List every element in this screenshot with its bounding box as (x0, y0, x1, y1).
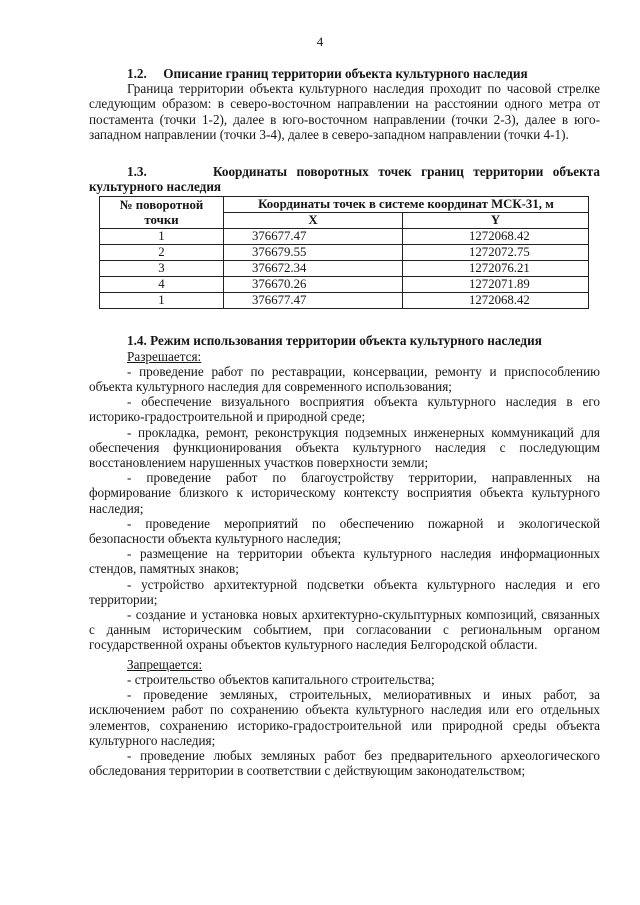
header-y: Y (403, 213, 589, 229)
forbidden-label: Запрещается: (127, 656, 203, 672)
x-cell: 376677.47 (224, 229, 403, 245)
allowed-item: - создание и установка новых архитектурно-скульптурных композиций, связанных с данным историческим событием, при согласовании с региональным органом государственной охраны объектов культурного наследия Белгородской области. (89, 607, 600, 653)
section-1-2-number: 1.2. (127, 66, 147, 81)
coordinates-table (99, 196, 589, 309)
forbidden-item: - проведение любых земляных работ без предварительного археологического обследования территории в соответствии с действующим законодательством; (89, 747, 600, 779)
point-number-cell: 4 (100, 277, 224, 293)
table-row (100, 229, 589, 245)
section-1-2-text: Граница территории объекта культурного наследия проходит по часовой стрелке следующим образом: в северо-восточном направлении на расстоянии одного метра от постамента (точки 1-2), далее в юго-восточном направлении (точки 2-3), далее в юго-западном направлении (точки 3-4), далее в северо-западном направлении (точки 4-1). (89, 81, 600, 142)
allowed-label: Разрешается: (127, 348, 202, 364)
section-1-4 (89, 333, 600, 778)
section-1-3 (89, 164, 600, 309)
point-number-cell: 2 (100, 245, 224, 261)
section-1-3-number: 1.3. (127, 164, 147, 180)
allowed-item: - проведение мероприятий по обеспечению пожарной и экологической безопасности объекта культурного наследия; (89, 515, 600, 547)
header-coordinates: Координаты точек в системе координат МСК-31, м (224, 197, 589, 213)
allowed-item: - прокладка, ремонт, реконструкция подземных инженерных коммуникаций для обеспечения функционирования объекта культурного наследия с последующим восстановлением нарушенных участков поверхности земли; (89, 424, 600, 471)
table-row (100, 277, 589, 293)
table-row (100, 261, 589, 277)
header-x: X (224, 213, 403, 229)
x-cell: 376677.47 (224, 293, 403, 309)
section-1-2-heading (89, 66, 600, 81)
section-1-3-heading (89, 164, 600, 194)
forbidden-item: - строительство объектов капитального строительства; (127, 671, 435, 687)
forbidden-item: - проведение земляных, строительных, мелиоративных и иных работ, за исключением работ по сохранению объекта культурного наследия или его отдельных элементов, сохранению историко-градостроительной или природной среды объекта культурного наследия; (89, 687, 600, 748)
allowed-item: - проведение работ по реставрации, консервации, ремонту и приспособлению объекта культурного наследия для современного использования; (89, 363, 600, 395)
point-number-cell: 3 (100, 261, 224, 277)
y-cell: 1272071.89 (403, 277, 589, 293)
document-body (89, 66, 600, 778)
allowed-item: - размещение на территории объекта культурного наследия информационных стендов, памятных знаков; (89, 546, 600, 577)
page-number: 4 (316, 34, 324, 49)
allowed-item: - устройство архитектурной подсветки объекта культурного наследия и его территории; (89, 576, 600, 607)
section-1-2 (89, 66, 600, 142)
point-number-cell: 1 (100, 293, 224, 309)
table-row (100, 293, 589, 309)
y-cell: 1272068.42 (403, 293, 589, 309)
x-cell: 376670.26 (224, 277, 403, 293)
allowed-item: - проведение работ по благоустройству территории, направленных на формирование близкого к историческому контексту восприятия объекта культурного наследия; (89, 470, 600, 516)
x-cell: 376672.34 (224, 261, 403, 277)
allowed-item: - обеспечение визуального восприятия объекта культурного наследия в его историко-градостроительной и природной среде; (89, 394, 600, 425)
header-point-number: № поворотной точки (100, 197, 224, 229)
table-row (100, 245, 589, 261)
point-number-cell: 1 (100, 229, 224, 245)
y-cell: 1272076.21 (403, 261, 589, 277)
section-1-2-title: Описание границ территории объекта культурного наследия (163, 66, 528, 81)
section-1-4-heading: 1.4. Режим использования территории объекта культурного наследия (127, 333, 542, 349)
y-cell: 1272068.42 (403, 229, 589, 245)
section-1-3-title: Координаты поворотных точек границ территории объекта культурного наследия (89, 164, 600, 195)
x-cell: 376679.55 (224, 245, 403, 261)
y-cell: 1272072.75 (403, 245, 589, 261)
